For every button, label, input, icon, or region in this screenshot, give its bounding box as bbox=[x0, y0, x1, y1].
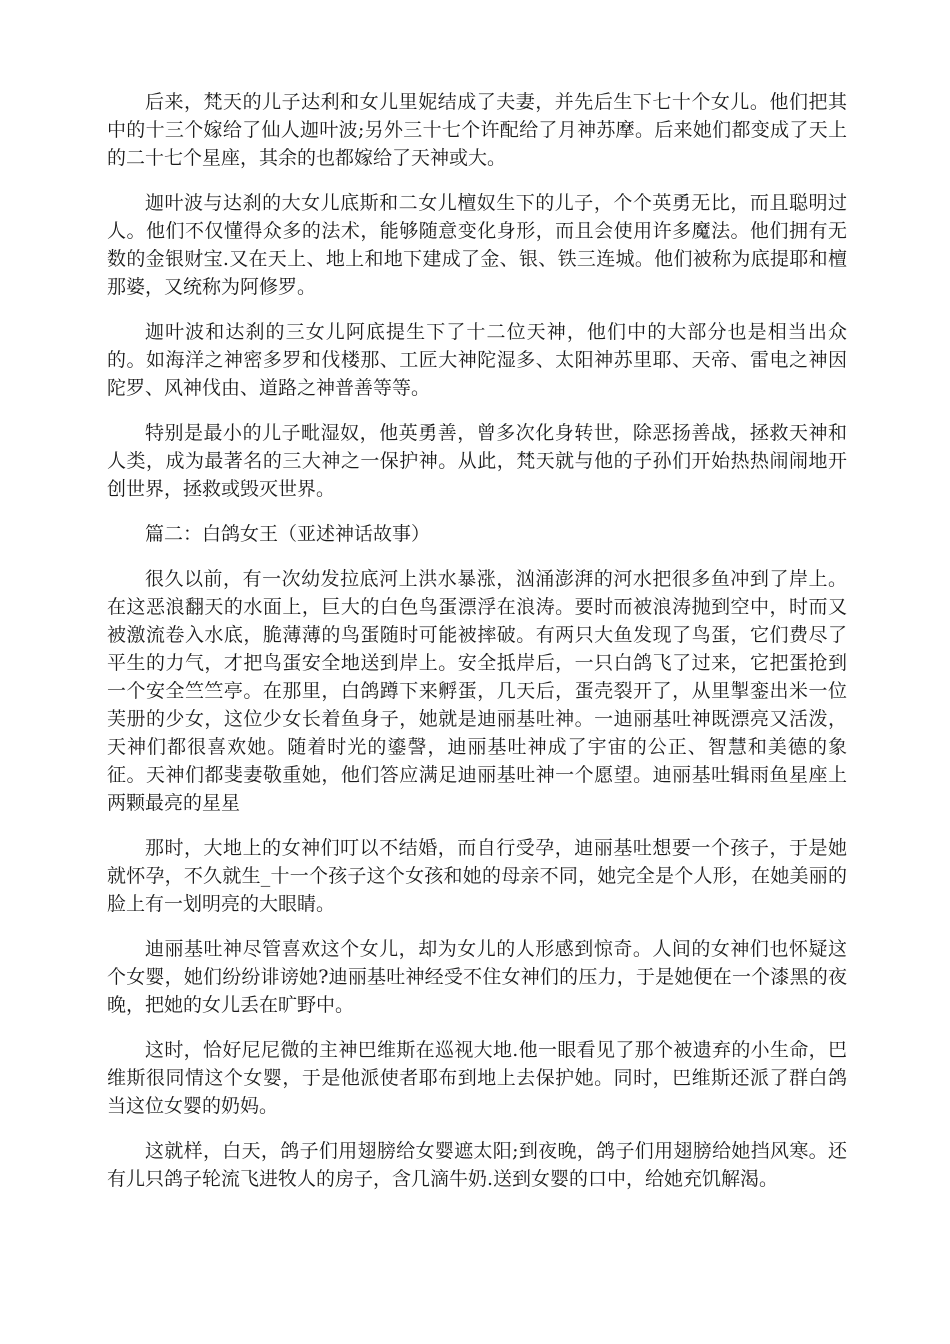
paragraph-9: 这就样，白天，鸽子们用翅膀给女婴遮太阳;到夜晚，鸽子们用翅膀给她挡风寒。还有儿只鸽子轮流飞进牧人的房子，含几滴牛奶.送到女婴的口中，给她充饥解渴。 bbox=[107, 1140, 847, 1190]
paragraph-6: 那时，大地上的女神们叮以不结婚，而自行受孕，迪丽基吐想要一个孩子，于是她就怀孕，不久就生_十一个孩子这个女孩和她的母亲不同，她完全是个人形，在她美丽的脸上有一划明亮的大眼睛。 bbox=[107, 837, 847, 915]
paragraph-3: 迦叶波和达刹的三女儿阿底提生下了十二位天神，他们中的大部分也是相当出众的。如海洋之神密多罗和伐楼那、工匠大神陀湿多、太阳神苏里耶、天帝、雷电之神因陀罗、风神伐由、道路之神普善等等。 bbox=[107, 321, 847, 399]
document-body bbox=[107, 88, 847, 1210]
paragraph-5: 很久以前，有一次幼发拉底河上洪水暴涨，汹涌澎湃的河水把很多鱼冲到了岸上。在这恶浪翻天的水面上，巨大的白色鸟蛋漂浮在浪涛。要时而被浪涛抛到空中，时而又被激流卷入水底，脆薄薄的鸟蛋随时可能被摔破。有两只大鱼发现了鸟蛋，它们费尽了平生的力气，才把鸟蛋安全地送到岸上。安全抵岸后，一只白鸽飞了过来，它把蛋抢到一个安全竺竺亭。在那里，白鸽蹲下来孵蛋，几天后，蛋壳裂开了，从里掣銮出米一位芙册的少女，这位少女长着鱼身子，她就是迪丽基吐神。一迪丽基吐神既漂亮又活泼，天神们都很喜欢她。随着时光的鎏謦，迪丽基吐神成了宇宙的公正、智慧和美德的象征。天神们都斐妻敬重她，他们答应满足迪丽基吐神一个愿望。迪丽基吐辑雨鱼星座上两颗最亮的星星 bbox=[107, 568, 847, 814]
paragraph-8: 这时，恰好尼尼微的主神巴维斯在巡视大地.他一眼看见了那个被遗弃的小生命，巴维斯很同情这个女婴，于是他派使者耶布到地上去保护她。同时，巴维斯还派了群白鸽当这位女婴的奶妈。 bbox=[107, 1039, 847, 1117]
paragraph-7: 迪丽基吐神尽管喜欢这个女儿，却为女儿的人形感到惊奇。人间的女神们也怀疑这个女婴，她们纷纷诽谤她?迪丽基吐神经受不住女神们的压力，于是她便在一个漆黑的夜晚，把她的女儿丢在旷野中。 bbox=[107, 938, 847, 1016]
paragraph-1: 后来，梵天的儿子达利和女儿里妮结成了夫妻，并先后生下七十个女儿。他们把其中的十三个嫁给了仙人迦叶波;另外三十七个许配给了月神苏摩。后来她们都变成了天上的二十七个星座，其余的也都嫁给了天神或大。 bbox=[107, 91, 847, 169]
paragraph-4: 特别是最小的儿子毗湿奴，他英勇善，曾多次化身转世，除恶扬善战，拯救天神和人类，成为最著名的三大神之一保护神。从此，梵天就与他的子孙们开始热热闹闹地开创世界，拯救或毁灭世界。 bbox=[107, 422, 847, 500]
paragraph-2: 迦叶波与达刹的大女儿底斯和二女儿檀奴生下的儿子，个个英勇无比，而且聪明过人。他们不仅懂得众多的法术，能够随意变化身形，而且会使用许多魔法。他们拥有无数的金银财宝.又在天上、地上和地下建成了金、银、铁三连城。他们被称为底提耶和檀那婆，又统称为阿修罗。 bbox=[107, 192, 847, 298]
section-heading: 篇二：白鸽女王（亚述神话故事） bbox=[145, 523, 431, 545]
